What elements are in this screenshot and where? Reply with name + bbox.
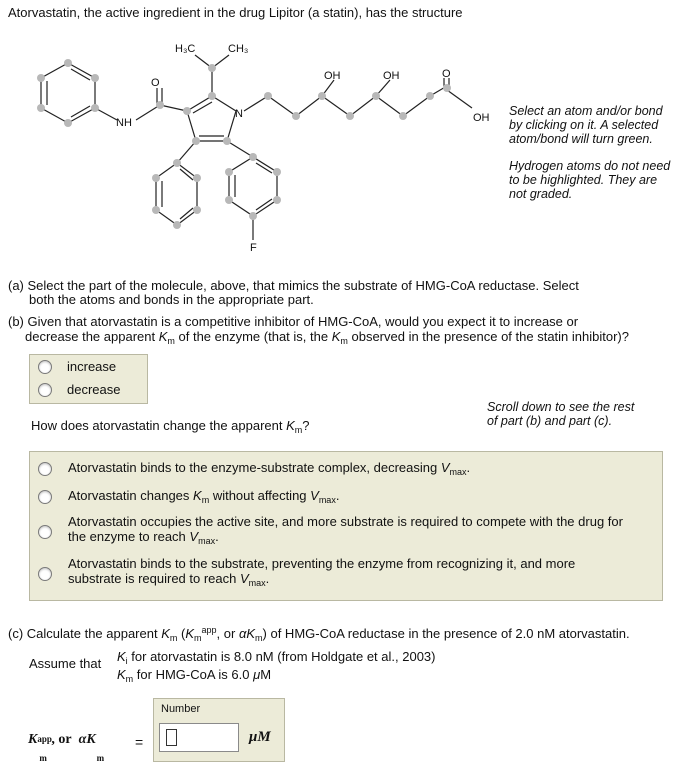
intro-text: Atorvastatin, the active ingredient in the drug Lipitor (a statin), has the structure [8, 5, 463, 20]
part-c-question: (c) Calculate the apparent $K_m$ ($K_m^{app}$, or $\alpha K_m$) of HMG-CoA reductase in the presence of 2.0 nM atorvastatin. [8, 625, 630, 643]
label-o2: O [442, 68, 451, 80]
selection-hint: Select an atom and/or bond by clicking on it. A selected atom/bond will turn green. Hydrogen atoms do not need to be highlighted. They are not graded. [509, 104, 671, 201]
radio-option-2[interactable] [38, 490, 52, 504]
label-f: F [250, 242, 257, 254]
km-statement: $K_m$ for HMG-CoA is 6.0 μM [117, 667, 272, 684]
label-o1: O [151, 77, 160, 89]
bond [41, 63, 95, 123]
radio-decrease[interactable] [38, 383, 52, 397]
option-decrease-label: decrease [67, 382, 121, 397]
option-4-line2: substrate is required to reach $V_{max}$. [68, 571, 270, 588]
km-question: How does atorvastatin change the apparent $K_m$? [31, 418, 310, 435]
part-a-line2: both the atoms and bonds in the appropriate part. [29, 292, 314, 307]
option-4-line1: Atorvastatin binds to the substrate, preventing the enzyme from recognizing it, and more [68, 556, 576, 571]
ki-statement: $K_i$ for atorvastatin is 8.0 nM (from Holdgate et al., 2003) [117, 649, 436, 666]
number-label: Number [161, 703, 201, 715]
radio-option-3[interactable] [38, 525, 52, 539]
answer-lhs: K app m , or αK m [28, 732, 105, 763]
equals-sign: = [135, 734, 144, 750]
label-h3c: H₃C [175, 43, 196, 55]
label-n: N [235, 108, 243, 120]
label-oh1: OH [324, 70, 341, 82]
unit-label: μM [249, 729, 271, 745]
radio-option-4[interactable] [38, 567, 52, 581]
radio-option-1[interactable] [38, 462, 52, 476]
molecule-atoms [37, 59, 451, 229]
option-increase-label: increase [67, 359, 117, 374]
option-3-line2: the enzyme to reach $V_{max}$. [68, 529, 219, 546]
option-3-line1: Atorvastatin occupies the active site, and more substrate is required to compete with the drug for [68, 514, 623, 529]
label-oh2: OH [383, 70, 400, 82]
part-a-line1: (a) Select the part of the molecule, above, that mimics the substrate of HMG-CoA reductase. Select [8, 278, 579, 293]
label-oh3: OH [473, 112, 490, 124]
scroll-hint: Scroll down to see the rest of part (b) and part (c). [487, 400, 635, 428]
label-ch3: CH₃ [228, 43, 249, 55]
assume-label: Assume that [29, 656, 102, 671]
part-b-line2: decrease the apparent $K_m$ of the enzyme (that is, the $K_m$ observed in the presence of the statin inhibitor)? [25, 329, 629, 346]
radio-increase[interactable] [38, 360, 52, 374]
molecule-bonds [41, 55, 472, 240]
option-1-text: Atorvastatin binds to the enzyme-substrate complex, decreasing $V_{max}$. [68, 460, 471, 477]
option-2-text: Atorvastatin changes $K_m$ without affecting $V_{max}$. [68, 488, 340, 505]
molecule-structure[interactable] [0, 30, 500, 260]
part-b-line1: (b) Given that atorvastatin is a competitive inhibitor of HMG-CoA, would you expect it to increase or [8, 314, 579, 329]
label-nh: NH [116, 117, 132, 129]
text-cursor-box [166, 729, 177, 746]
